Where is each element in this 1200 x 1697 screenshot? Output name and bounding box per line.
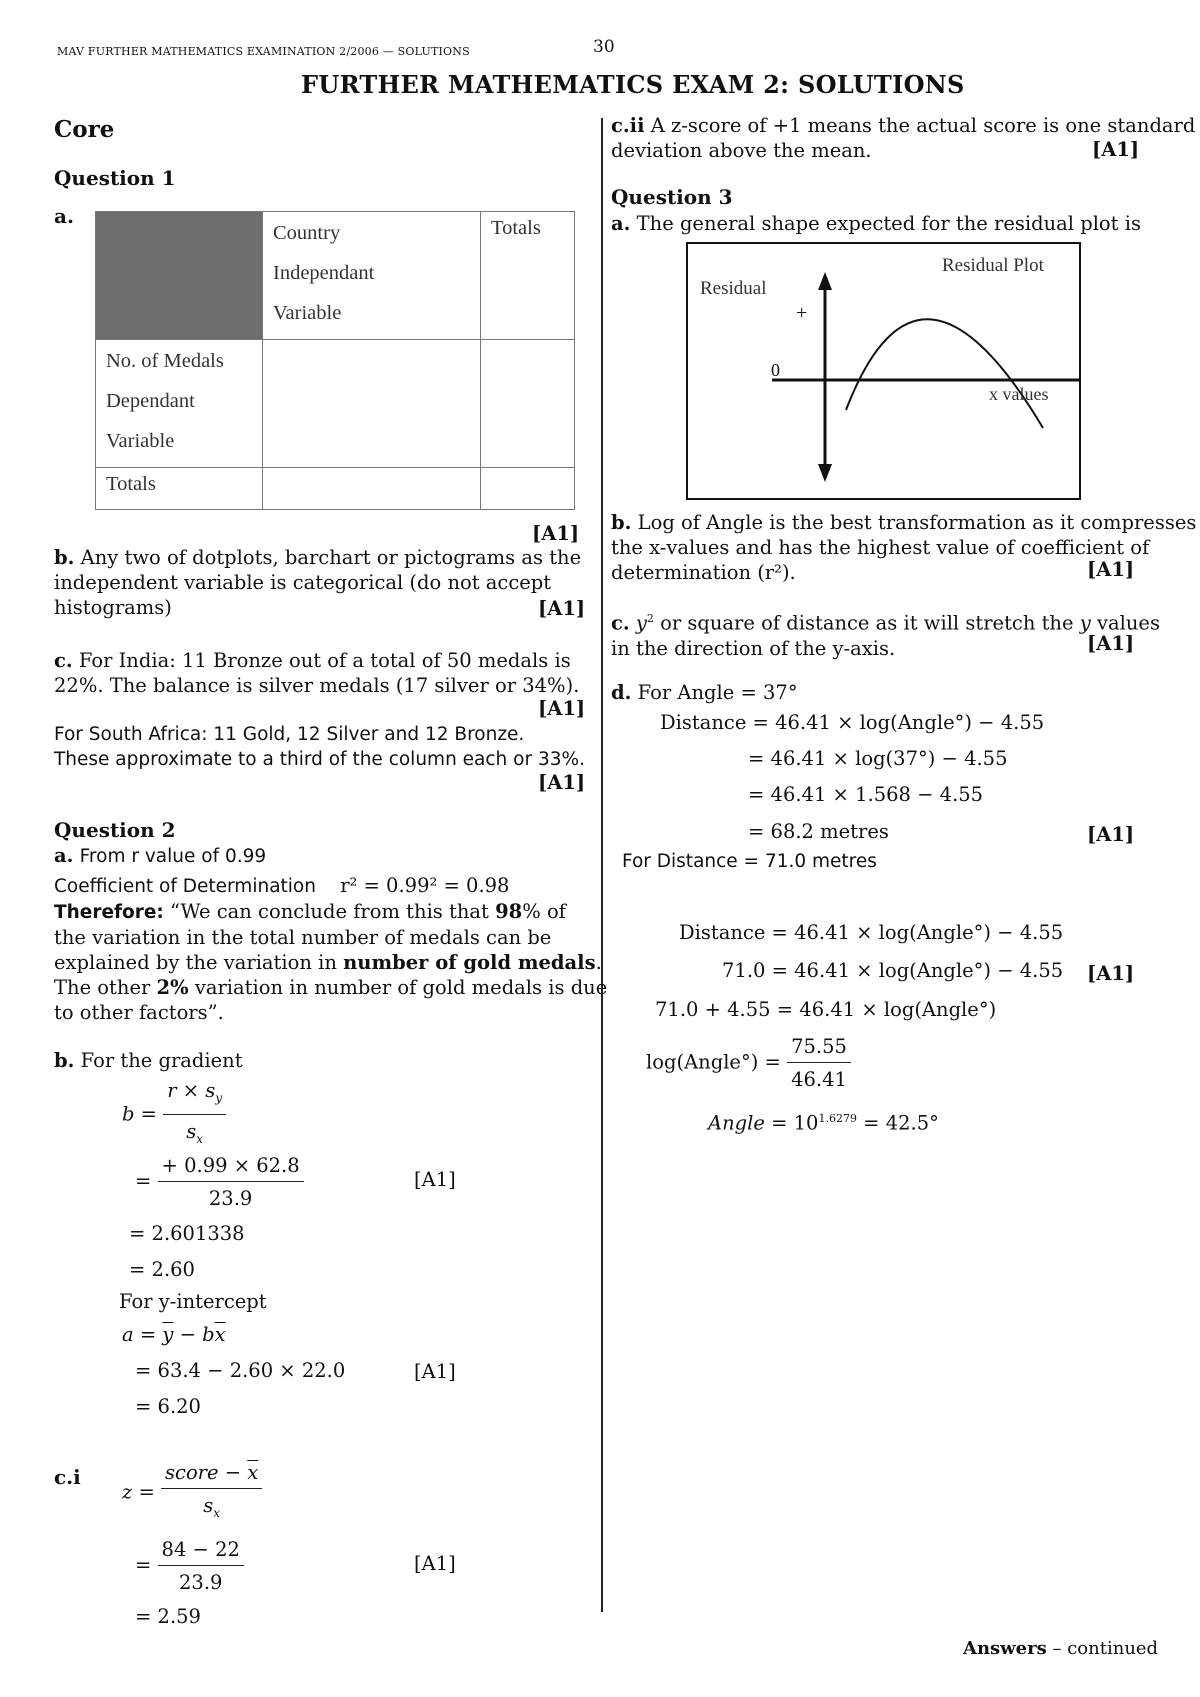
gradient-fraction — [163, 1078, 226, 1152]
log-angle-formula — [646, 1034, 851, 1092]
page-title: FURTHER MATHEMATICS EXAM 2: SOLUTIONS — [301, 70, 965, 99]
z-den-2: 23.9 — [179, 1571, 223, 1594]
log-den: 46.41 — [791, 1068, 847, 1091]
d2-step-3: 71.0 + 4.55 = 46.41 × log(Angle°) — [655, 998, 997, 1021]
q1-c-line: These approximate to a third of the column each or 33%. — [54, 749, 585, 770]
mark-a1: [A1] — [538, 597, 586, 620]
running-head: MAV FURTHER MATHEMATICS EXAMINATION 2/2006 — SOLUTIONS — [57, 45, 470, 58]
gradient-eq: = — [135, 1169, 152, 1193]
z-result: = 2.59 — [135, 1605, 201, 1628]
z-den: s — [203, 1494, 214, 1517]
table-row-header — [96, 340, 263, 468]
plot-x-label: x values — [989, 384, 1049, 404]
table-row-totals — [96, 468, 263, 510]
quote-text: the variation in the total number of medals can be — [54, 926, 552, 949]
medals-table — [95, 211, 575, 510]
col-totals-label: Totals — [491, 217, 541, 239]
q1-c-line: 22%. The balance is silver medals (17 silver or 34%). — [54, 674, 580, 697]
q2-b-text — [54, 1048, 243, 1073]
col-header-line: Variable — [273, 302, 342, 324]
angle-label: Angle — [708, 1111, 765, 1135]
d2-step-1: Distance = 46.41 × log(Angle°) − 4.55 — [679, 921, 1064, 944]
cii-label: c.ii — [611, 114, 645, 137]
q1-b-text — [54, 545, 581, 620]
row-header-line: Dependant — [106, 390, 195, 412]
y-intercept-label: For y-intercept — [119, 1290, 267, 1313]
q1-b-line: histograms) — [54, 596, 172, 619]
yint-ybar: $\overline{y}$ — [162, 1323, 174, 1346]
q3-a-label: a. — [611, 212, 631, 235]
q3-c-line: values — [1096, 611, 1160, 635]
q3-c-line: or square of distance as it will stretch the — [660, 611, 1074, 635]
residual-plot — [686, 242, 1081, 500]
q3-c-line: in the direction of the y-axis. — [611, 636, 896, 660]
question-2-heading: Question 2 — [54, 818, 176, 842]
gradient-den: s — [186, 1119, 197, 1143]
q3-b-line: determination (r²). — [611, 561, 796, 584]
yint-xbar: $\overline{x}$ — [214, 1323, 226, 1346]
table-cell — [481, 468, 575, 510]
q2-therefore-block — [54, 899, 607, 1025]
mark-a1: [A1] — [414, 1360, 456, 1383]
yint-step-3: = 6.20 — [135, 1395, 201, 1418]
mark-a1: [A1] — [538, 697, 586, 720]
q3-c-text — [611, 606, 1160, 661]
z-fraction — [161, 1460, 262, 1526]
quote-text: % of — [522, 900, 566, 923]
table-col-totals — [481, 212, 575, 340]
q2-coef-line — [54, 873, 509, 899]
z-num: score − — [165, 1461, 242, 1484]
q1-c-south-africa — [54, 722, 585, 772]
q3-c-var: y — [635, 611, 647, 635]
z-step-2 — [135, 1537, 244, 1595]
z-lhs: z = — [122, 1480, 155, 1504]
footer-continued-text: – continued — [1052, 1638, 1159, 1659]
q2-a-label: a. — [54, 844, 74, 867]
cii-line: deviation above the mean. — [611, 139, 872, 162]
q2-b-line: For the gradient — [80, 1049, 243, 1072]
d-step-3: = 46.41 × 1.568 − 4.55 — [748, 783, 984, 806]
mark-a1: [A1] — [538, 771, 586, 794]
gradient-fraction-2 — [158, 1153, 304, 1211]
q2-ci-label: c.i — [54, 1465, 81, 1489]
q3-c-label: c. — [611, 611, 630, 635]
yint-b: b — [202, 1323, 215, 1346]
mark-a1: [A1] — [414, 1168, 456, 1191]
q1-a-label: a. — [54, 204, 74, 228]
gradient-formula — [122, 1078, 226, 1152]
q1-c-line: For India: 11 Bronze out of a total of 50 medals is — [78, 649, 571, 672]
row-totals-label: Totals — [106, 473, 156, 495]
table-col-header — [263, 212, 481, 340]
gradient-num: r × s — [167, 1079, 216, 1102]
q1-c-text — [54, 648, 579, 698]
q1-b-label: b. — [54, 546, 75, 569]
q3-b-line: Log of Angle is the best transformation as it compresses — [637, 511, 1197, 534]
table-cell — [263, 468, 481, 510]
table-cell — [481, 340, 575, 468]
d-step-1: Distance = 46.41 × log(Angle°) − 4.55 — [660, 711, 1045, 734]
quote-text: “We can conclude from this that — [170, 900, 489, 923]
table-cell — [263, 340, 481, 468]
q3-d-text — [611, 680, 798, 705]
column-divider — [601, 118, 603, 1612]
coef-label: Coefficient of Determination — [54, 876, 316, 897]
q1-b-line: independent variable is categorical (do not accept — [54, 571, 552, 594]
pct-2: 2% — [156, 976, 189, 999]
mark-a1: [A1] — [414, 1552, 456, 1575]
gradient-num-sub: y — [215, 1090, 223, 1105]
d-step-2: = 46.41 × log(37°) − 4.55 — [748, 747, 1008, 770]
quote-text: explained by the variation in — [54, 951, 337, 974]
y-intercept-formula — [122, 1322, 226, 1347]
log-num: 75.55 — [787, 1034, 851, 1063]
question-1-heading: Question 1 — [54, 166, 176, 190]
q2-a-text — [54, 843, 266, 869]
q1-b-line: Any two of dotplots, barchart or pictograms as the — [80, 546, 582, 569]
q2-b-label: b. — [54, 1049, 75, 1072]
yint-step-2: = 63.4 − 2.60 × 22.0 — [135, 1359, 346, 1382]
table-corner-cell — [96, 212, 263, 340]
d2-step-2: 71.0 = 46.41 × log(Angle°) − 4.55 — [722, 959, 1064, 982]
q3-d-label: d. — [611, 681, 632, 704]
col-header-line: Country — [273, 222, 341, 244]
mark-a1: [A1] — [1087, 632, 1135, 655]
mark-a1: [A1] — [1087, 558, 1135, 581]
gradient-step-2 — [135, 1153, 304, 1211]
footer-continued — [963, 1636, 1158, 1661]
gold-medals-emphasis: number of gold medals — [343, 951, 596, 974]
z-den-sub: x — [213, 1505, 221, 1520]
mark-a1: [A1] — [532, 522, 580, 545]
quote-text: The other — [54, 976, 151, 999]
angle-eq: = 10 — [771, 1111, 819, 1135]
col-header-line: Independant — [273, 262, 375, 284]
z-num-2: 84 − 22 — [158, 1537, 244, 1566]
gradient-step-4: = 2.60 — [129, 1258, 195, 1281]
quote-text: . — [595, 951, 602, 974]
q2-a-line: From r value of 0.99 — [79, 846, 267, 867]
plot-title: Residual Plot — [942, 255, 1044, 276]
row-header-line: No. of Medals — [106, 350, 224, 372]
question-3-heading: Question 3 — [611, 185, 733, 209]
q3-c-var2: y — [1079, 611, 1091, 635]
mark-a1: [A1] — [1087, 823, 1135, 846]
q3-a-line: The general shape expected for the residual plot is — [636, 212, 1141, 235]
gradient-den-2: 23.9 — [208, 1187, 253, 1210]
z-eq: = — [135, 1553, 152, 1577]
z-fraction-2 — [158, 1537, 244, 1595]
gradient-num-2: + 0.99 × 62.8 — [158, 1153, 304, 1182]
angle-res: = 42.5° — [863, 1111, 939, 1135]
z-formula — [122, 1460, 262, 1526]
section-heading-core: Core — [54, 116, 115, 143]
quote-text: variation in number of gold medals is due — [194, 976, 608, 999]
page-number: 30 — [593, 37, 615, 57]
q3-d-line: For Angle = 37° — [637, 681, 798, 704]
therefore-label: Therefore: — [54, 902, 164, 923]
d-step-4: = 68.2 metres — [748, 820, 889, 843]
gradient-step-3: = 2.601338 — [129, 1222, 245, 1245]
footer-answers: Answers — [963, 1638, 1047, 1659]
q3-c-sup: 2 — [646, 612, 654, 625]
d-distance-text: For Distance = 71.0 metres — [622, 851, 877, 872]
mark-a1: [A1] — [1092, 138, 1140, 161]
gradient-den-sub: x — [196, 1131, 204, 1146]
plot-plus: + — [796, 302, 808, 324]
q3-b-label: b. — [611, 511, 632, 534]
plot-y-label: Residual — [700, 278, 767, 299]
z-xbar: $\overline{x}$ — [247, 1461, 259, 1484]
log-lhs: log(Angle°) = — [646, 1050, 781, 1074]
mark-a1: [A1] — [1087, 962, 1135, 985]
q1-c-line: For South Africa: 11 Gold, 12 Silver and 12 Bronze. — [54, 724, 525, 745]
plot-zero: 0 — [771, 360, 780, 380]
q1-c-label: c. — [54, 649, 73, 672]
log-fraction — [787, 1034, 851, 1092]
yint-minus: − — [179, 1323, 196, 1346]
q3-b-line: the x-values and has the highest value of coefficient of — [611, 536, 1150, 559]
row-header-line: Variable — [106, 430, 175, 452]
yint-lhs: a = — [122, 1323, 157, 1346]
q3-a-text — [611, 211, 1141, 236]
coef-equation: r² = 0.99² = 0.98 — [340, 874, 510, 897]
quote-text: to other factors”. — [54, 1001, 224, 1024]
cii-line: A z-score of +1 means the actual score is one standard — [650, 114, 1196, 137]
angle-exp: 1.6279 — [818, 1112, 857, 1125]
gradient-lhs: b = — [122, 1102, 158, 1126]
angle-result — [708, 1106, 939, 1136]
pct-98: 98 — [495, 900, 523, 923]
